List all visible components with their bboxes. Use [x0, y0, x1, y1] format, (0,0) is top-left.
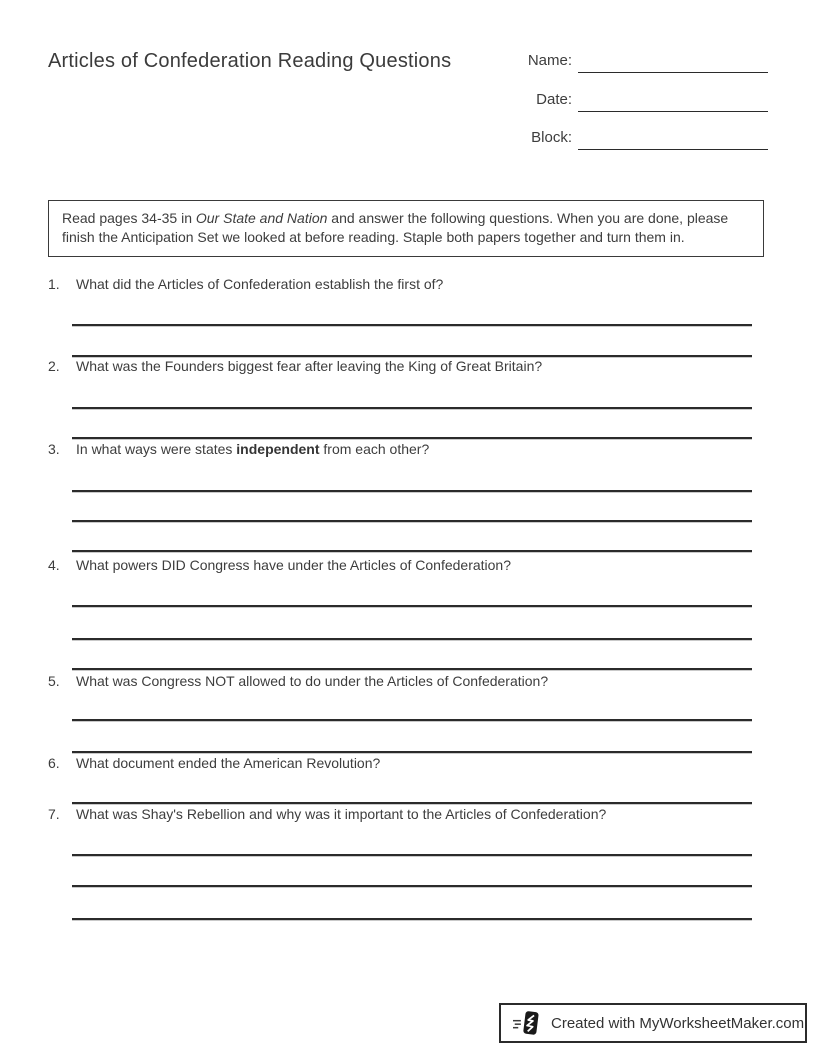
question-1: [48, 276, 754, 293]
question-number: 3.: [48, 441, 60, 457]
flying-document-icon: [512, 1009, 542, 1037]
answer-line-q4-1[interactable]: [72, 605, 752, 608]
answer-line-q5-2[interactable]: [72, 751, 752, 754]
question-text: What was the Founders biggest fear after leaving the King of Great Britain?: [76, 358, 543, 374]
question-number: 6.: [48, 755, 60, 771]
instructions-text-pre: Read pages 34-35 in: [62, 210, 196, 226]
badge-text: Created with MyWorksheetMaker.com: [551, 1014, 805, 1032]
question-2: [48, 358, 754, 375]
instructions-book-title: Our State and Nation: [195, 210, 328, 226]
answer-line-q7-1[interactable]: [72, 854, 752, 857]
answer-line-q4-3[interactable]: [72, 668, 752, 671]
answer-line-q7-3[interactable]: [72, 918, 752, 921]
question-text: What document ended the American Revolution?: [76, 755, 381, 771]
question-text-bold: independent: [236, 441, 320, 457]
question-number: 5.: [48, 673, 60, 689]
question-text: What was Shay's Rebellion and why was it important to the Articles of Confederation?: [76, 806, 607, 822]
question-text: What did the Articles of Confederation establish the first of?: [76, 276, 444, 292]
question-4: [48, 557, 754, 574]
date-label: Date:: [536, 91, 572, 108]
block-blank-line[interactable]: [578, 149, 768, 150]
worksheet-maker-badge[interactable]: [499, 1003, 807, 1043]
question-number: 7.: [48, 806, 60, 822]
question-text: What was Congress NOT allowed to do under the Articles of Confederation?: [76, 673, 549, 689]
answer-line-q3-2[interactable]: [72, 520, 752, 523]
question-number: 1.: [48, 276, 60, 292]
name-label: Name:: [527, 52, 572, 69]
answer-line-q3-3[interactable]: [72, 550, 752, 553]
page-title: Articles of Confederation Reading Questions: [48, 50, 452, 72]
instructions-text-post: and answer the following questions. When you are done, please finish the Anticipation Set we looked at before reading. Staple both papers together and turn them in.: [62, 210, 729, 245]
question-7: [48, 806, 754, 823]
answer-line-q4-2[interactable]: [72, 638, 752, 641]
date-blank-line[interactable]: [578, 111, 768, 112]
question-text-pre: In what ways were states: [76, 441, 237, 457]
question-6: [48, 755, 754, 772]
answer-line-q7-2[interactable]: [72, 885, 752, 888]
answer-line-q2-2[interactable]: [72, 437, 752, 440]
name-blank-line[interactable]: [578, 72, 768, 73]
block-label: Block:: [531, 129, 572, 146]
question-number: 2.: [48, 358, 60, 374]
question-3: [48, 441, 754, 458]
answer-line-q5-1[interactable]: [72, 719, 752, 722]
answer-line-q2-1[interactable]: [72, 407, 752, 410]
question-number: 4.: [48, 557, 60, 573]
answer-line-q6-1[interactable]: [72, 802, 752, 805]
question-5: [48, 673, 754, 690]
question-text: What powers DID Congress have under the Articles of Confederation?: [76, 557, 512, 573]
instructions-box: [48, 200, 764, 257]
question-text-post: from each other?: [319, 441, 430, 457]
answer-line-q1-1[interactable]: [72, 324, 752, 327]
question-text: [76, 441, 429, 457]
answer-line-q3-1[interactable]: [72, 490, 752, 493]
